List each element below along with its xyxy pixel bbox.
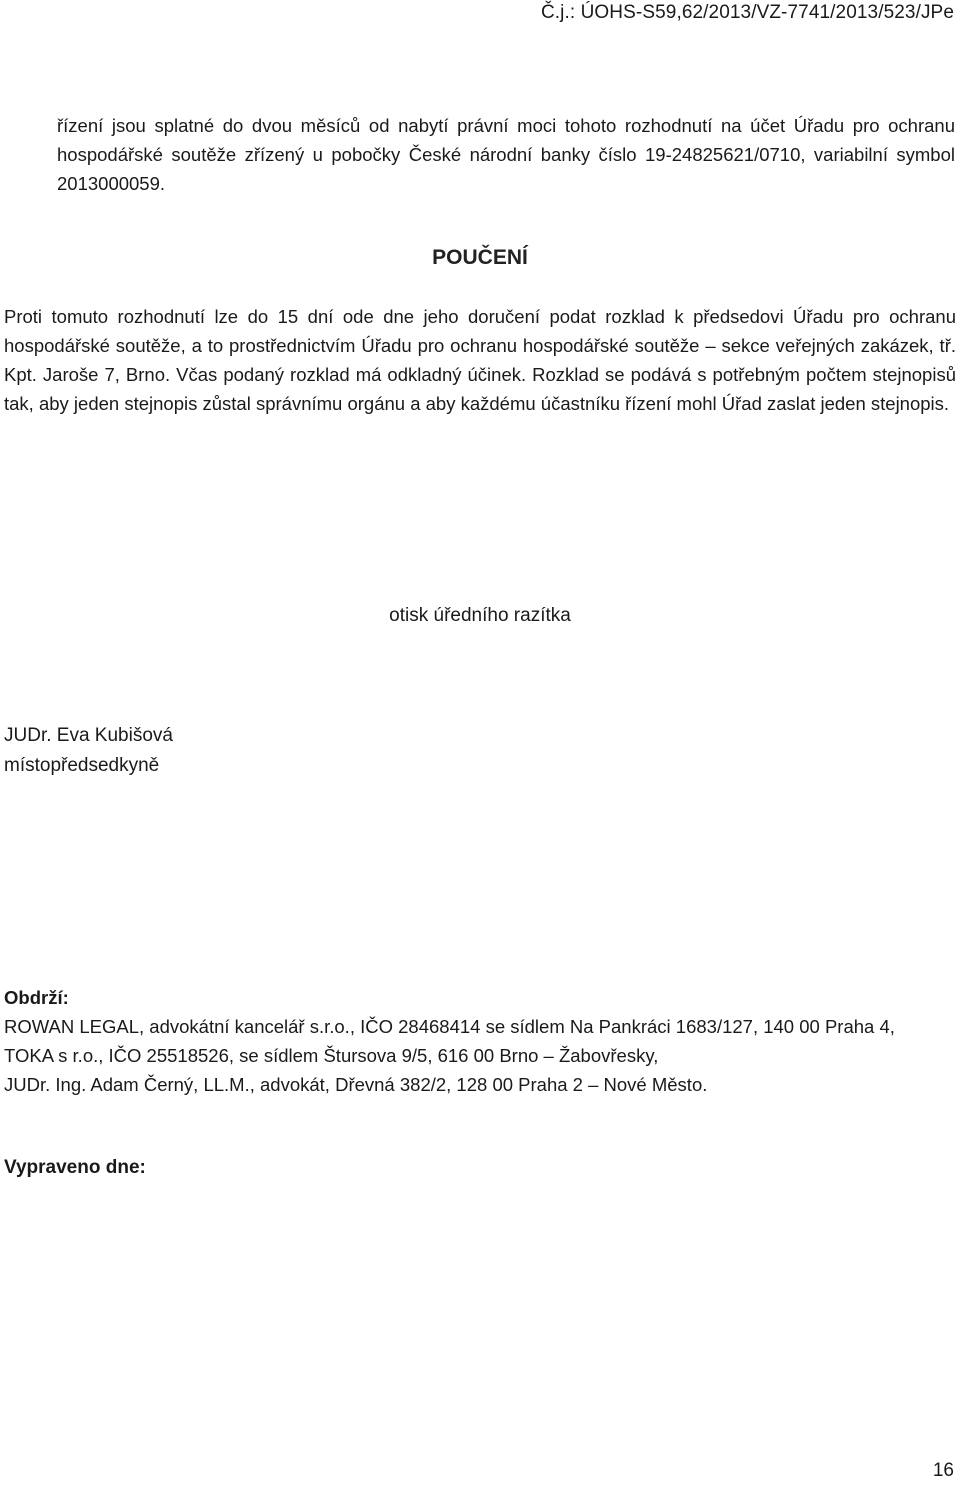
recipient-item: JUDr. Ing. Adam Černý, LL.M., advokát, Dřevná 382/2, 128 00 Praha 2 – Nové Město. bbox=[4, 1074, 708, 1095]
payment-details-paragraph: řízení jsou splatné do dvou měsíců od nabytí právní moci tohoto rozhodnutí na účet Úřadu pro ochranu hospodářské soutěže zřízený u pobočky České národní banky číslo 19-24825621/0710, variabilní symbol 2013000059. bbox=[57, 115, 955, 194]
recipients-label: Obdrží: bbox=[4, 987, 69, 1008]
recipients-section bbox=[4, 983, 956, 1099]
signatory-name: JUDr. Eva Kubišová bbox=[4, 725, 173, 746]
instruction-heading: POUČENÍ bbox=[432, 246, 528, 269]
dispatch-date-label: Vypraveno dne: bbox=[4, 1157, 146, 1178]
recipient-item: TOKA s r.o., IČO 25518526, se sídlem Štursova 9/5, 616 00 Brno – Žabovřesky, bbox=[4, 1045, 659, 1066]
signatory-title: místopředsedkyně bbox=[4, 755, 160, 776]
recipient-item: ROWAN LEGAL, advokátní kancelář s.r.o., IČO 28468414 se sídlem Na Pankráci 1683/127, 140 00 Praha 4, bbox=[4, 1016, 895, 1037]
official-stamp-placeholder: otisk úředního razítka bbox=[389, 605, 571, 626]
signature-block bbox=[4, 721, 173, 781]
document-reference-number: Č.j.: ÚOHS-S59,62/2013/VZ-7741/2013/523/JPe bbox=[540, 2, 954, 23]
appeal-instruction-paragraph: Proti tomuto rozhodnutí lze do 15 dní ode dne jeho doručení podat rozklad k předsedovi Úřadu pro ochranu hospodářské soutěže, a to prostřednictvím Úřadu pro ochranu hospodářské soutěže – sekce veřejných zakázek, tř. Kpt. Jaroše 7, Brno. Včas podaný rozklad má odkladný účinek. Rozklad se podává s potřebným počtem stejnopisů tak, aby jeden stejnopis zůstal správnímu orgánu a aby každému účastníku řízení mohl Úřad zaslat jeden stejnopis. bbox=[4, 306, 956, 414]
page-number: 16 bbox=[932, 1460, 954, 1481]
